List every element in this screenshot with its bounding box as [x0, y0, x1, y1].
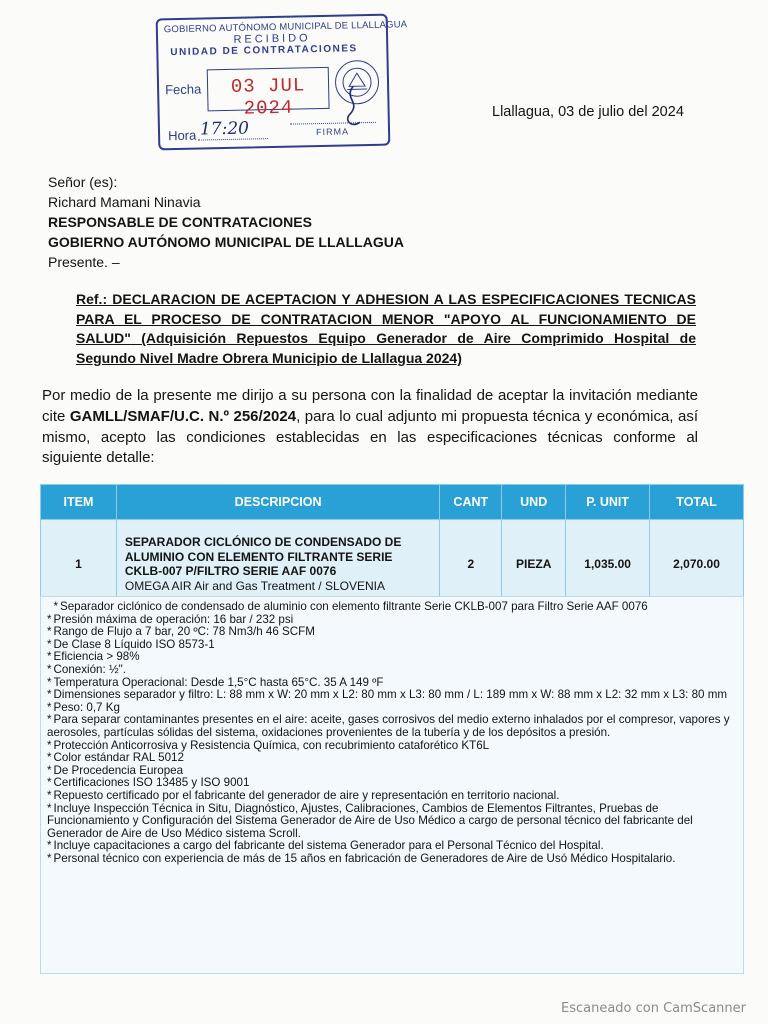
- header-punit: P. UNIT: [566, 485, 650, 520]
- cell-item: 1: [41, 520, 117, 609]
- recipient-org: GOBIERNO AUTÓNOMO MUNICIPAL DE LLALLAGUA: [48, 234, 404, 250]
- cell-punit: 1,035.00: [566, 520, 650, 609]
- intro-part-b: , para lo cual adjunto mi propuesta técnica y económica, así mismo, acepto las condiciones establecidas en las especificaciones técnicas conforme al siguiente detalle:: [42, 407, 698, 467]
- list-item: * Para separar contaminantes presentes en el aire: aceite, gases corrosivos del medio externo inhalados por el compresor, vapores y aerosoles, partículas sólidas del sistema, oxidaciones provenientes de la tubería y de los depósitos a presión.: [47, 713, 730, 739]
- list-item: * Separador ciclónico de condensado de aluminio con elemento filtrante Serie CKLB-007 para Filtro Serie AAF 0076: [47, 600, 648, 613]
- list-item: * Incluye capacitaciones a cargo del fabricante del sistema Generador para el Personal Técnico del Hospital.: [47, 839, 604, 853]
- intro-cite: GAMLL/SMAF/U.C. N.º 256/2024: [69, 407, 297, 425]
- header-desc: DESCRIPCION: [116, 485, 439, 520]
- list-item: * Protección Anticorrosiva y Resistencia Química, con recubrimiento cataforético KT6L: [47, 738, 490, 752]
- list-item: * Presión máxima de operación: 16 bar / 232 psi: [47, 612, 294, 626]
- desc-sub: OMEGA AIR Air and Gas Treatment / SLOVENIA: [124, 578, 385, 593]
- stamp-hora-label: Hora: [167, 127, 197, 144]
- list-item: * Rango de Flujo a 7 bar, 20 ºC: 78 Nm3/h 46 SCFM: [47, 625, 315, 639]
- cell-cant: 2: [440, 520, 502, 609]
- list-item: * Incluye Inspección Técnica in Situ, Diagnóstico, Ajustes, Calibraciones, Cambios de Elementos Filtrantes, Pruebas de Funcionamiento y Configuración del Sistema Generador de Aire de Uso Médico a cargo de personal técnico del fabricante del Generador de Aire de Uso Médico sistema Scroll.: [47, 801, 693, 840]
- intro-paragraph: [42, 386, 698, 469]
- stamp-date-box: [207, 67, 330, 120]
- stamp-received: RECIBIDO: [233, 32, 311, 46]
- list-item: * Peso: 0,7 Kg: [47, 700, 120, 714]
- desc-main: SEPARADOR CICLÓNICO DE CONDENSADO DE ALUMINIO CON ELEMENTO FILTRANTE SERIE CKLB-007 P/FILTRO SERIE AAF 0076: [124, 535, 402, 578]
- salutation: Señor (es):: [48, 174, 118, 190]
- place-date: Llallagua, 03 de julio del 2024: [492, 104, 684, 120]
- specs-list: [41, 597, 743, 865]
- list-item: * Personal técnico con experiencia de más de 15 años en fabricación de Generadores de Aire de Usó Médico Hospitalario.: [47, 851, 676, 865]
- reference: [76, 290, 696, 368]
- intro-part-a: Por medio de la presente me dirijo a su persona con la finalidad de aceptar la invitación mediante cite: [42, 387, 698, 425]
- header-und: UND: [502, 485, 566, 520]
- list-item: * Dimensiones separador y filtro: L: 88 mm x W: 20 mm x L2: 80 mm x L3: 80 mm / L: 189 mm x W: 88 mm x L2: 32 mm x L3: 80 mm: [47, 688, 728, 702]
- header-cant: CANT: [440, 485, 502, 520]
- received-stamp: [156, 14, 408, 151]
- header-total: TOTAL: [650, 485, 744, 520]
- specs-box: [40, 596, 744, 974]
- stamp-unit: UNIDAD DE CONTRATACIONES: [170, 43, 358, 59]
- list-item: * Repuesto certificado por el fabricante del generador de aire y representación en territorio nacional.: [47, 788, 560, 802]
- list-item: * Eficiencia > 98%: [47, 650, 140, 664]
- recipient-name: Richard Mamani Ninavia: [48, 194, 201, 210]
- list-item: * Conexión: ½".: [47, 662, 126, 676]
- stamp-dots: [198, 138, 268, 140]
- list-item: * Certificaciones ISO 13485 y ISO 9001: [47, 776, 250, 790]
- stamp-fecha-label: Fecha: [164, 81, 202, 98]
- scanner-watermark: Escaneado con CamScanner: [560, 1001, 746, 1016]
- stamp-org: GOBIERNO AUTÓNOMO MUNICIPAL DE LLALLAGUA: [163, 19, 408, 36]
- presente: Presente. –: [48, 254, 120, 270]
- list-item: * De Clase 8 Líquido ISO 8573-1: [47, 637, 215, 651]
- cell-und: PIEZA: [502, 520, 566, 609]
- recipient-block: [48, 172, 404, 272]
- list-item: * Color estándar RAL 5012: [47, 751, 184, 765]
- stamp-firma-label: FIRMA: [315, 126, 350, 138]
- recipient-role: RESPONSABLE DE CONTRATACIONES: [48, 214, 312, 230]
- items-table: [40, 484, 744, 609]
- stamp-hora: 17:20: [199, 118, 250, 140]
- reference-detail: (Adquisición Repuestos Equipo Generador de Aire Comprimido Hospital de Segundo Nivel Madre Obrera Municipio de Llallagua 2024): [76, 330, 696, 366]
- table-header: [41, 485, 744, 520]
- list-item: * De Procedencia Europea: [47, 763, 184, 777]
- stamp-date: 03 JUL 2024: [230, 74, 306, 120]
- list-item: * Temperatura Operacional: Desde 1,5°C hasta 65°C. 35 A 149 ºF: [47, 675, 384, 689]
- header-item: ITEM: [41, 485, 117, 520]
- reference-main: Ref.: DECLARACION DE ACEPTACION Y ADHESION A LAS ESPECIFICACIONES TECNICAS PARA EL PROCESO DE CONTRATACION MENOR "APOYO AL FUNCIONAMIENTO DE SALUD": [76, 291, 696, 347]
- cell-total: 2,070.00: [650, 520, 744, 609]
